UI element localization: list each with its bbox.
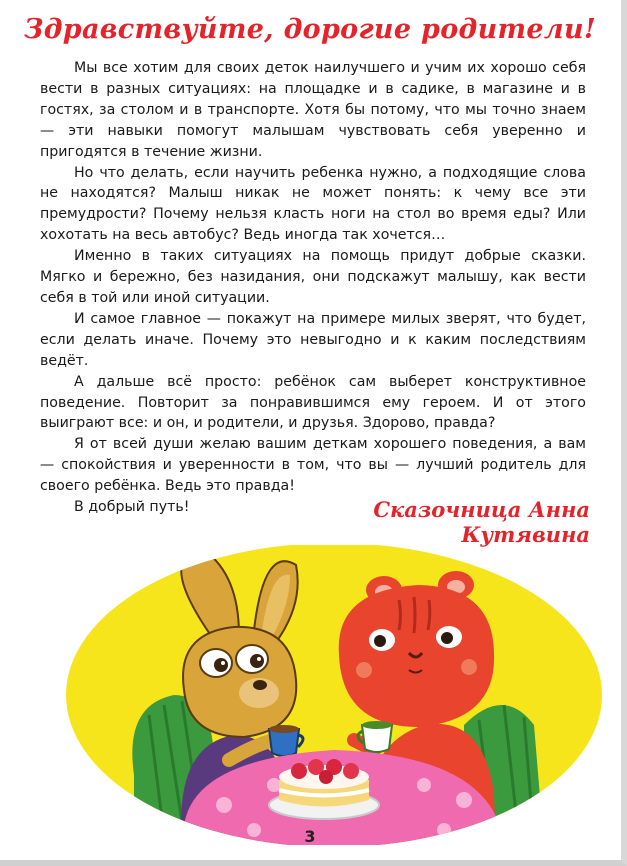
paragraph-7: В добрый путь! — [74, 499, 190, 516]
paragraph-2: Но что делать, если научить ребенка нужно, а подходящие слова не находятся? Малыш никак не может понять: к чему все эти премудрости? Почему нельзя класть ноги на стол во время еды? Или хохотать на весь автобус? Ведь иногда так хочется… — [40, 164, 586, 244]
page-heading: Здравствуйте, дорогие родители! — [23, 14, 597, 45]
paragraph-5: А дальше всё просто: ребёнок сам выберет конструктивное поведение. Повторит за понравившимся ему героем. И от этого выиграют все: и он, и родители, и друзья. Здорово, правда? — [40, 373, 586, 432]
paragraph-6: Я от всей души желаю вашим деткам хорошего поведения, а вам — спокойствия и уверенности в том, что вы — лучший родитель для своего ребёнка. Ведь это правда! — [40, 436, 586, 495]
paragraph-3: Именно в таких ситуациях на помощь придут добрые сказки. Мягко и бережно, без назидания, они подскажут малышу, как вести себя в той или иной ситуации. — [40, 248, 586, 306]
tea-party-illustration — [64, 545, 612, 845]
page-number: 3 — [304, 827, 316, 846]
author-signature: Сказочница Анна Кутявина — [373, 497, 590, 547]
paragraph-4: И самое главное — покажут на примере милых зверят, что будет, если делать иначе. Почему это невыгодно и к каким последствиям ведёт. — [40, 310, 586, 369]
paragraph-1: Мы все хотим для своих деток наилучшего и учим их хорошо себя вести в разных ситуациях: на площадке и в садике, в магазине и в гостях, за столом и в транспорте. Хотя бы потому, что мы точно знаем — эти навыки помогут малышам чувствовать себя уверенно и пригодятся в течение жизни. — [40, 60, 586, 160]
letter-body — [40, 58, 586, 518]
